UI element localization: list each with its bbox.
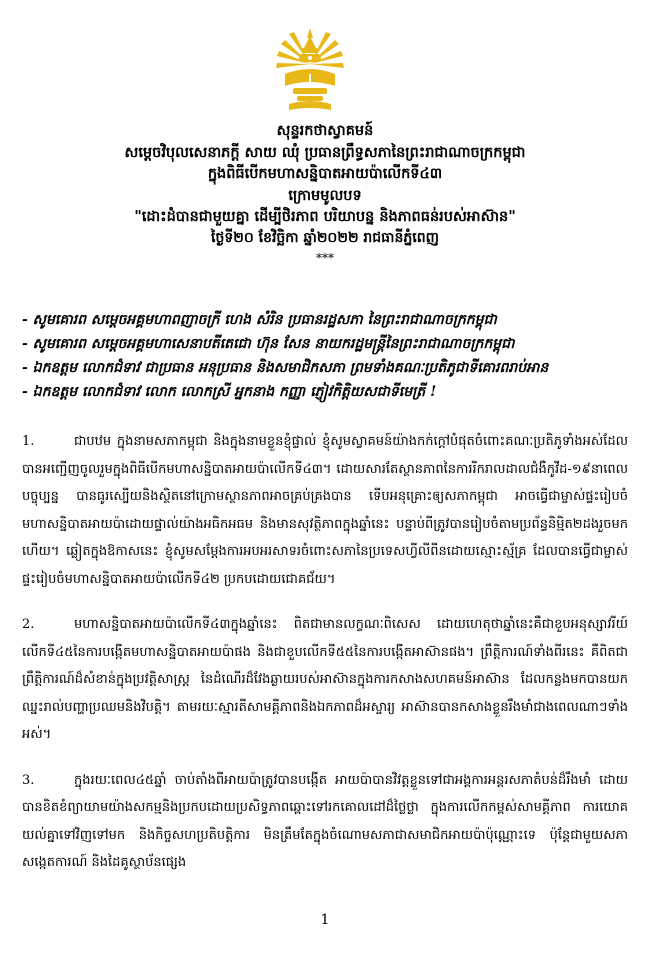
theme-heading: ក្រោមមូលបទ [288, 186, 362, 204]
separator: *** [316, 251, 334, 265]
paragraph [22, 611, 628, 749]
paragraph-number: 3. [22, 772, 35, 788]
date-line: ថ្ងៃទី២០ ខែវិច្ឆិកា ឆ្នាំ២០២២ រាជធានីភ្នំពេញ [211, 229, 439, 246]
speech-title-block [20, 120, 630, 265]
royal-emblem-icon [275, 28, 345, 118]
paragraph-number: 2. [22, 617, 35, 632]
salutation-item: - ឯកឧត្តម លោកជំទាវ ជាប្រធាន អនុប្រធាន និងសមាជិកសភា ព្រមទាំងគណៈប្រតិភូជាទីគោរពរាប់អាន [22, 360, 549, 376]
paragraph-text: មហាសន្និបាតអាយប៉ាលើកទី៤៣ក្នុងឆ្នាំនេះ ពិតជាមានលក្ខណៈពិសេស ដោយហេតុថាឆ្នាំនេះគឺជាខួបអនុស្សាវរីយ៍លើកទី៤៥នៃការបង្កើតមហាសន្និបាតអាយប៉ាផង និងជាខួបលើកទី៥៥នៃការបង្កើតអាស៊ានផង។ ព្រឹត្តិការណ៍ទាំងពីរនេះ គឺពិតជាព្រឹត្តិការណ៍ដ៏សំខាន់ក្នុងប្រវត្តិសាស្ត្រ នៃដំណើរដ៏វែងឆ្ងាយរបស់អាស៊ានក្នុងការកសាងសហគមន៍អាស៊ាន ដែលកន្លងមកបានយកឈ្នះរាល់បញ្ហាប្រឈមនិងវិបត្តិ។ តាមរយៈស្មារតីសាមគ្គីភាពនិងឯកភាពដ៏អស្ចារ្យ អាស៊ានបានកសាងខ្លួនរឹងមាំជាងពេលណាៗទាំងអស់។ [22, 617, 628, 742]
paragraph-text: ក្នុងរយៈពេល៤៥ឆ្នាំ ចាប់តាំងពីអាយប៉ាត្រូវបានបង្កើត អាយប៉ាបានវិវត្តខ្លួនទៅជាអង្គការអន្តរសភាតំបន់ដ៏រឹងមាំ ដោយបានខិតខំព្យាយាមយ៉ាងសកម្មនិងប្រកបដោយប្រសិទ្ធភាពឆ្ពោះទៅរកគោលដៅដ៏ថ្លៃថ្លា ក្នុងការលើកកម្ពស់សាមគ្គីភាព ការយោគយល់គ្នាទៅវិញទៅមក និងកិច្ចសហប្រតិបត្តិការ មិនត្រឹមតែក្នុងចំណោមសភាជាសមាជិកអាយប៉ាប៉ុណ្ណោះទេ ប៉ុន្តែជាមួយសភាសង្កេតការណ៍ និងដៃគូស្ថាប័នផ្សេង [22, 772, 628, 870]
theme-line: "ដោះដំបានជាមួយគ្នា ដើម្បីថិរភាព បរិយាបន្ន និងភាពធន់របស់អាស៊ាន" [134, 208, 516, 225]
salutation-list [22, 308, 628, 404]
page-number: 1 [320, 912, 330, 928]
salutation-item: - ឯកឧត្តម លោកជំទាវ លោក លោកស្រី អ្នកនាង កញ្ញា ភ្ញៀវកិត្តិយសជាទីមេត្រី ! [22, 384, 437, 400]
paragraph-number: 1. [22, 434, 35, 449]
speech-title: សុន្ទរកថាស្វាគមន៍ [276, 122, 374, 139]
event-line: ក្នុងពិធីបើកមហាសន្និបាតអាយប៉ាលើកទី៤៣ [207, 165, 443, 182]
speech-body [22, 428, 628, 895]
paragraph [22, 428, 628, 593]
paragraph-text: ជាបឋម ក្នុងនាមសភាកម្ពុជា និងក្នុងនាមខ្លួនខ្ញុំផ្ទាល់ ខ្ញុំសូមស្វាគមន៍យ៉ាងកក់ក្តៅបំផុតចំពោះគណៈប្រតិភូទាំងអស់ដែលបានអញ្ជើញចូលរួមក្នុងពិធីបើកមហាសន្និបាតអាយប៉ាលើកទី៤៣។ ដោយសារតែស្ថានភាពនៃការរីករាលដាលជំងឺកូវីដ-១៩នាពេលបច្ចុប្បន្ន បានធូរស្បើយនិងស្ថិតនៅក្រោមស្ថានភាពអាចគ្រប់គ្រងបាន ទើបអនុគ្រោះឲ្យសភាកម្ពុជា អាចធ្វើជាម្ចាស់ផ្ទះរៀបចំមហាសន្និបាតអាយប៉ាដោយផ្ទាល់យ៉ាងអធិកអធម និងមានសុវត្ថិភាពក្នុងឆ្នាំនេះ បន្ទាប់ពីត្រូវបានរៀបចំតាមប្រព័ន្ធនិម្មិត២ដងរួចមកហើយ។ ឆ្លៀតក្នុងឱកាសនេះ ខ្ញុំសូមសម្តែងការអបអរសាទរចំពោះសភានៃប្រទេសហ្វីលីពីនដោយស្មោះស្ម័គ្រ ដែលបានធ្វើជាម្ចាស់ផ្ទះរៀបចំមហាសន្និបាតអាយប៉ាលើកទី៤២ ប្រកបដោយជោគជ័យ។ [22, 434, 628, 587]
paragraph [22, 767, 628, 877]
salutation-item: - សូមគោរព សម្តេចអគ្គមហាសេនាបតីតេជោ ហ៊ុន សែន នាយករដ្ឋមន្ត្រីនៃព្រះរាជាណាចក្រកម្ពុជា [22, 336, 515, 352]
speaker-line: សម្តេចវិបុលសេនាភក្តី សាយ ឈុំ ប្រធានព្រឹទ្ធសភានៃព្រះរាជាណាចក្រកម្ពុជា [124, 143, 526, 161]
salutation-item: - សូមគោរព សម្តេចអគ្គមហាពញាចក្រី ហេង សំរិន ប្រធានរដ្ឋសភា នៃព្រះរាជាណាចក្រកម្ពុជា [22, 312, 497, 328]
